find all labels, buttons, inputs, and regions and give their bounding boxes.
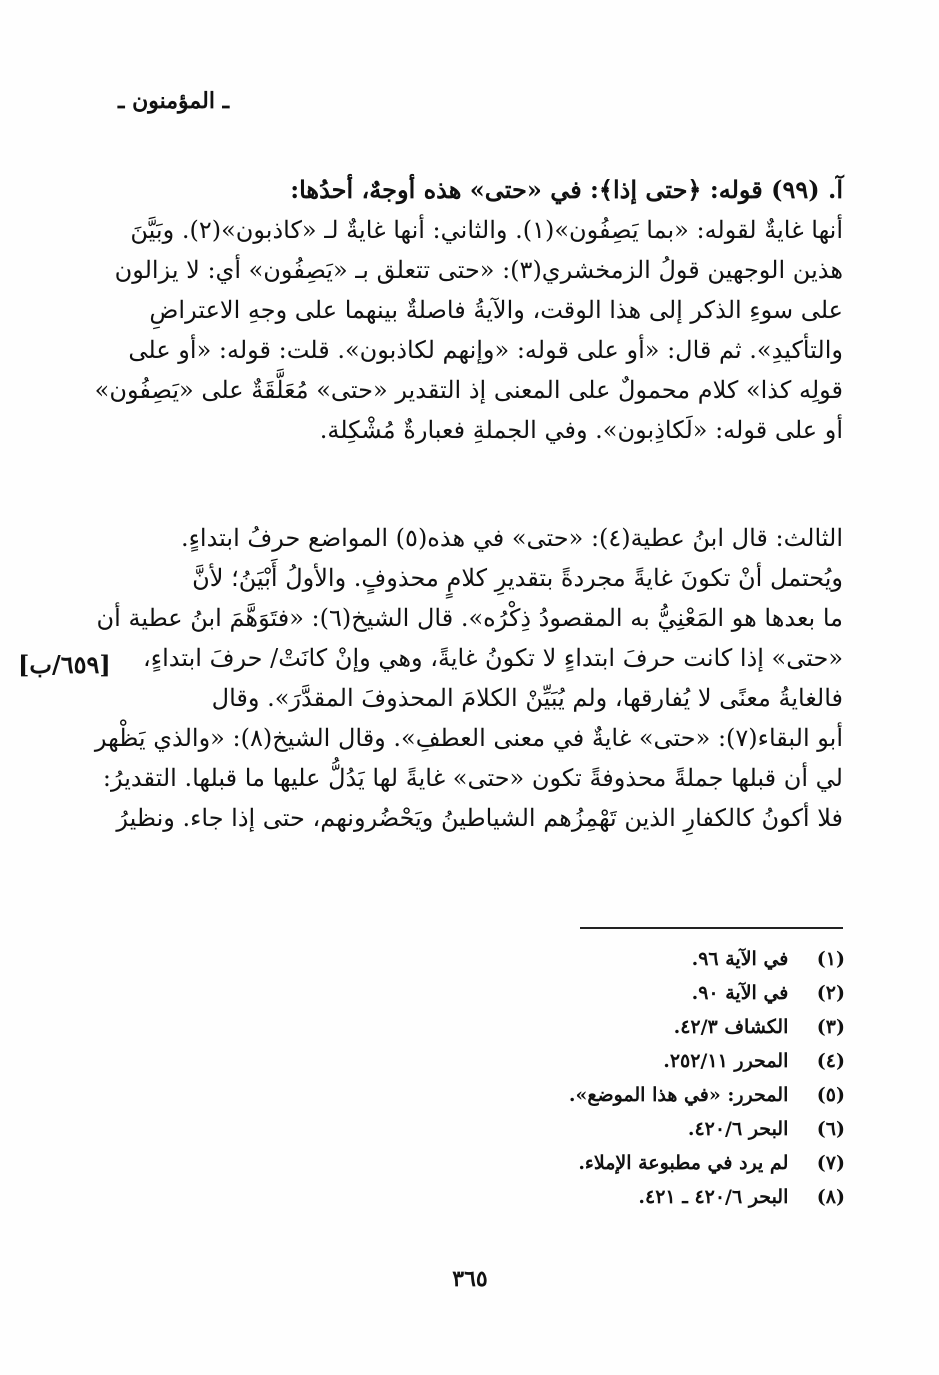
text-line: لي أن قبلها جملةً محذوفةً تكون «حتى» غايةً لها يَدُلُّ عليها ما قبلها. التقديرُ:: [102, 764, 843, 792]
footnote-item: [420, 1146, 845, 1180]
text-line: ما بعدها هو المَعْنِيُّ به المقصودُ ذِكْرُه». قال الشيخ(٦): «فتَوَهَّمَ ابنُ عطية أن: [96, 604, 843, 632]
page-number: ٣٦٥: [452, 1266, 488, 1292]
footnote-number: (٧): [816, 1152, 845, 1174]
footnote-item: [420, 1010, 845, 1044]
text-line: والتأكيدِ». ثم قال: «أو على قوله: «وإنهم لكاذبون». قلت: قوله: «أو على: [128, 336, 843, 364]
paragraph-second: [94, 518, 843, 838]
manuscript-folio-reference: [٦٥٩/ب]: [18, 650, 111, 679]
footnote-number: (٨): [816, 1186, 845, 1208]
text-line: فالغايةُ معنًى لا يُفارقها، ولم يُبَيِّنْ الكلامَ المحذوفَ المقدَّرَ». وقال: [211, 684, 843, 712]
text-line: ويُحتمل أنْ تكونَ غايةً مجردةً بتقديرِ كلامٍ محذوفٍ. والأولُ أَبْيَنُ؛ لأنَّ: [192, 564, 843, 592]
footnote-text: البحر ٤٢٠/٦ ـ ٤٢١.: [638, 1186, 789, 1208]
footnote-item: [420, 1044, 845, 1078]
footnote-divider: [580, 927, 843, 929]
text-line: أنها غايةٌ لقوله: «بما يَصِفُون»(١). والثاني: أنها غايةٌ لـ «كاذبون»(٢). وبَيَّنَ: [130, 216, 843, 244]
footnote-number: (١): [816, 948, 845, 970]
footnote-text: في الآية ٩٦.: [691, 948, 789, 970]
running-header: ـ المؤمنون ـ: [118, 88, 230, 114]
text-line: قولِه كذا» كلام محمولٌ على المعنى إذ التقدير «حتى» مُعَلَّقَةٌ على «يَصِفُون»: [94, 376, 843, 404]
footnote-number: (٣): [816, 1016, 845, 1038]
footnote-number: (٥): [816, 1084, 845, 1106]
footnote-text: لم يرد في مطبوعة الإملاء.: [578, 1152, 789, 1174]
text-line: فلا أكونُ كالكفارِ الذين تَهْمِزُهم الشياطينُ ويَحْضُرونهم، حتى إذا جاء. ونظيرُ: [116, 804, 843, 832]
footnote-item: [420, 942, 845, 976]
footnote-item: [420, 1180, 845, 1214]
footnote-text: في الآية ٩٠.: [691, 982, 789, 1004]
footnote-text: المحرر: «في هذا الموضع».: [568, 1084, 789, 1106]
paragraph-first: [94, 170, 843, 450]
text-line: الثالث: قال ابنُ عطية(٤): «حتى» في هذه(٥) المواضع حرفُ ابتداءٍ.: [180, 524, 843, 552]
footnote-number: (٤): [816, 1050, 845, 1072]
text-line: على سوءِ الذكر إلى هذا الوقت، والآيةُ فاصلةٌ بينهما على وجهِ الاعتراضِ: [149, 296, 843, 324]
footnote-text: الكشاف ٤٢/٣.: [673, 1016, 789, 1038]
text-line: أو على قوله: «لَكاذِبون». وفي الجملةِ فعبارةٌ مُشْكِلة.: [319, 416, 843, 444]
footnote-item: [420, 1112, 845, 1146]
text-line: آ. (٩٩) قوله: ﴿حتى إذا﴾: في «حتى» هذه أوجهٌ، أحدُها:: [290, 175, 843, 204]
footnotes-list: [420, 942, 845, 1214]
footnote-number: (٢): [816, 982, 845, 1004]
footnote-text: المحرر ٢٥٢/١١.: [663, 1050, 789, 1072]
footnote-text: البحر ٤٢٠/٦.: [687, 1118, 789, 1140]
text-line: هذين الوجهين قولُ الزمخشري(٣): «حتى تتعلق بـ «يَصِفُون» أي: لا يزالون: [114, 256, 843, 284]
footnote-item: [420, 976, 845, 1010]
text-line: «حتى» إذا كانت حرفَ ابتداءٍ لا تكونُ غايةً، وهي وإنْ كانَتْ/ حرفَ ابتداءٍ،: [143, 644, 843, 672]
footnote-number: (٦): [816, 1118, 845, 1140]
footnote-item: [420, 1078, 845, 1112]
text-line: أبو البقاء(٧): «حتى» غايةٌ في معنى العطفِ». وقال الشيخ(٨): «والذي يَظْهر: [94, 724, 843, 752]
